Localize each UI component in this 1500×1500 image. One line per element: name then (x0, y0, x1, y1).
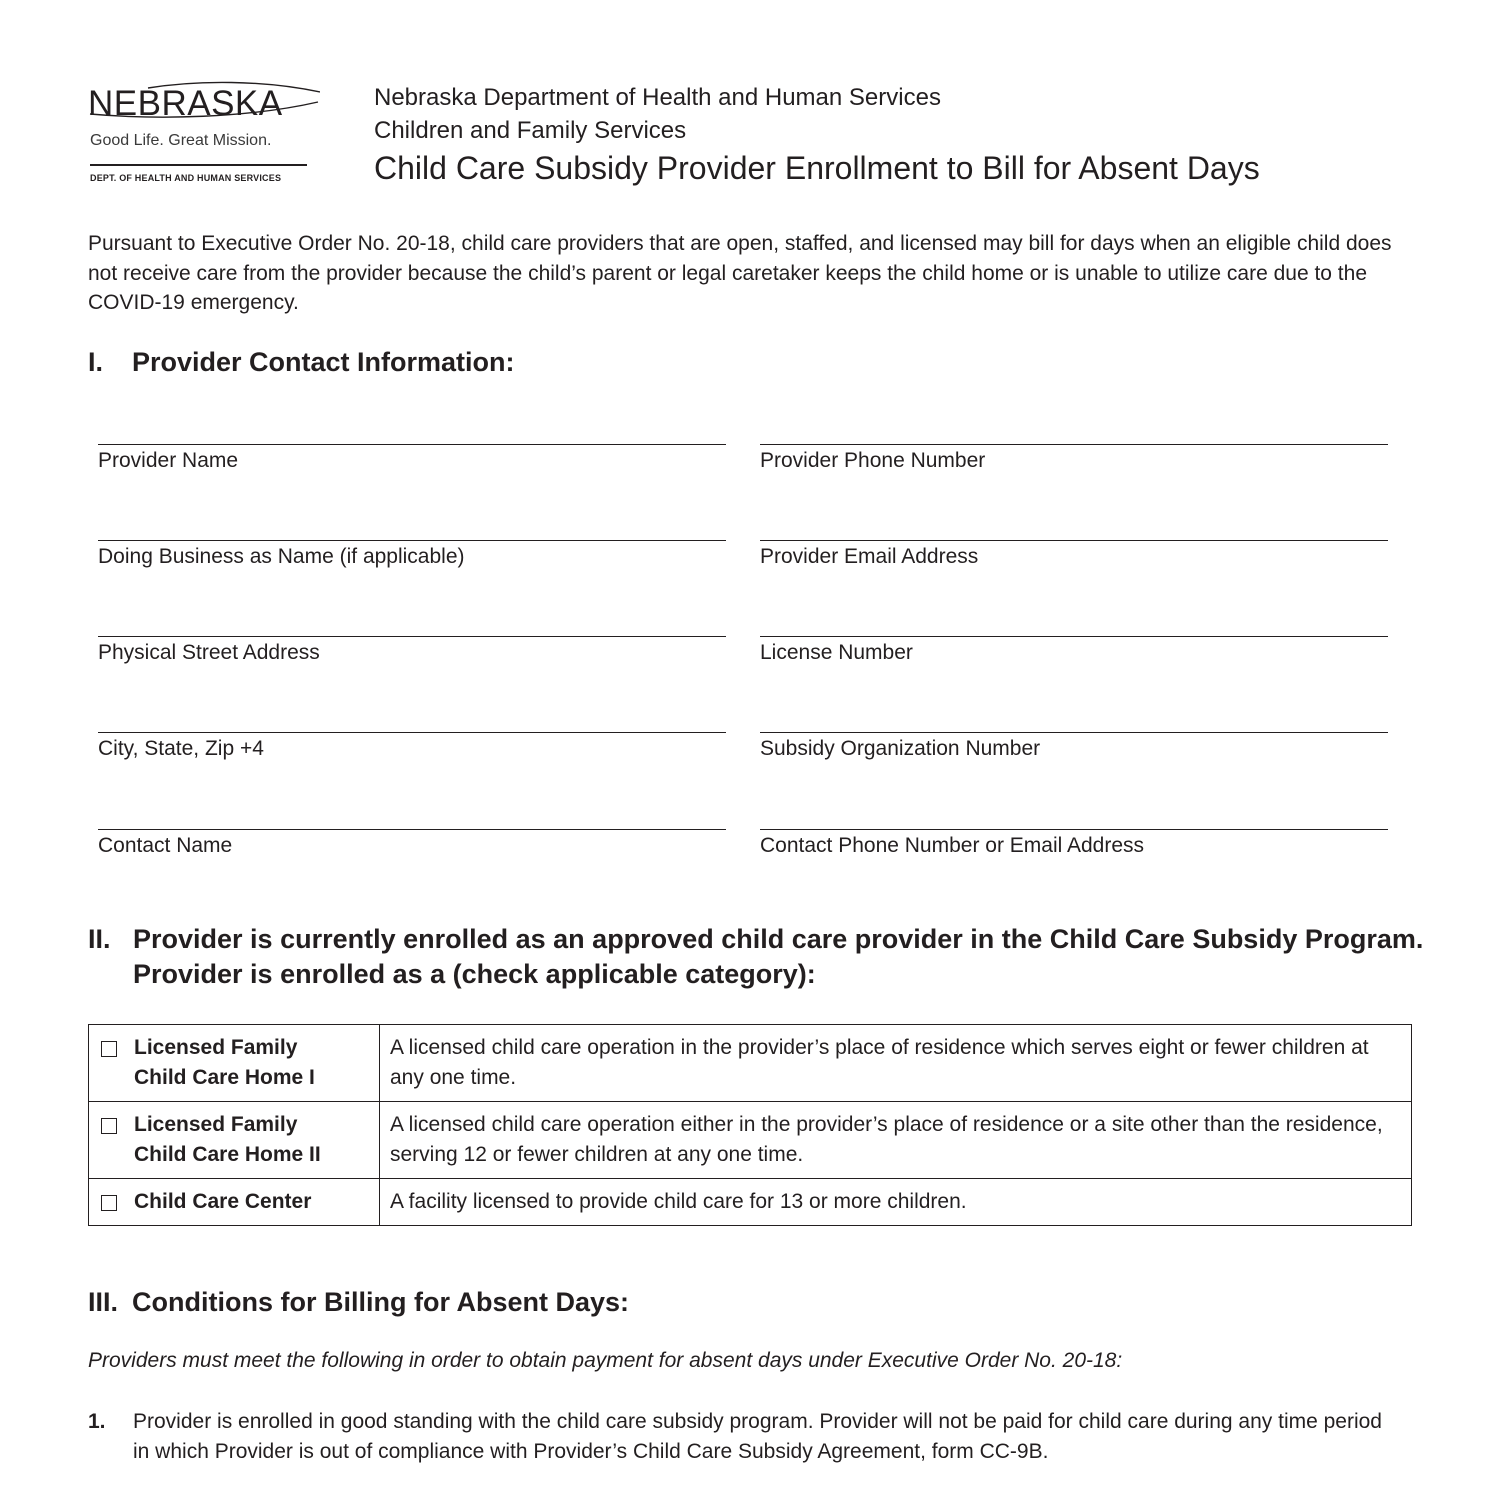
division-name: Children and Family Services (374, 117, 687, 144)
category-label: Licensed Family (134, 1113, 298, 1136)
category-label: Child Care Home I (134, 1066, 315, 1089)
provider-name-field[interactable] (98, 444, 726, 445)
provider-phone-field[interactable] (760, 444, 1388, 445)
contact-phone-email-label: Contact Phone Number or Email Address (760, 834, 1145, 857)
provider-phone-label: Provider Phone Number (760, 449, 986, 472)
dhhs-logo (88, 78, 318, 190)
provider-email-field[interactable] (760, 540, 1388, 541)
logo-wordmark: NEBRASKA (88, 84, 283, 123)
table-row (89, 1102, 1412, 1179)
section-1-heading (88, 347, 515, 378)
street-address-label: Physical Street Address (98, 641, 320, 664)
provider-category-table (88, 1024, 1412, 1226)
city-state-zip-label: City, State, Zip +4 (98, 737, 264, 760)
section-3-title: Conditions for Billing for Absent Days: (132, 1287, 629, 1317)
subsidy-org-number-label: Subsidy Organization Number (760, 737, 1041, 760)
logo-tagline: Good Life. Great Mission. (90, 132, 272, 149)
section-3-number: III. (88, 1287, 119, 1317)
dba-name-label: Doing Business as Name (if applicable) (98, 545, 465, 568)
category-description: A licensed child care operation either in the provider’s place of residence or a site other than the residence, serving 12 or fewer children at any one time. (380, 1102, 1412, 1179)
category-label: Child Care Center (134, 1190, 312, 1213)
list-item-text: Provider is enrolled in good standing with the child care subsidy program. Provider will not be paid for child care during any time period in which Provider is out of compliance with Provider’s Child Care Subsidy Agreement, form CC-9B. (133, 1410, 1382, 1463)
table-row (89, 1025, 1412, 1102)
section-3-note: Providers must meet the following in order to obtain payment for absent days under Executive Order No. 20-18: (88, 1349, 1123, 1372)
section-3-heading (88, 1287, 629, 1318)
section-2-title: Provider is currently enrolled as an approved child care provider in the Child Care Subsidy Program. Provider is enrolled as a (check applicable category): (133, 924, 1424, 989)
list-item-number: 1. (88, 1410, 106, 1433)
section-1-number: I. (88, 347, 104, 377)
dba-name-field[interactable] (98, 540, 726, 541)
category-cell (89, 1102, 380, 1179)
subsidy-org-number-field[interactable] (760, 732, 1388, 733)
department-name: Nebraska Department of Health and Human Services (374, 84, 941, 111)
license-number-label: License Number (760, 641, 913, 664)
logo-divider (90, 164, 307, 166)
city-state-zip-field[interactable] (98, 732, 726, 733)
family-home-i-checkbox[interactable] (101, 1041, 117, 1057)
table-row (89, 1179, 1412, 1226)
intro-paragraph: Pursuant to Executive Order No. 20-18, child care providers that are open, staffed, and licensed may bill for days when an eligible child does not receive care from the provider because the child’s parent or legal caretaker keeps the child home or is unable to utilize care due to the COVID-19 emergency. (88, 232, 1392, 314)
form-title: Child Care Subsidy Provider Enrollment to Bill for Absent Days (374, 150, 1260, 186)
category-cell (89, 1179, 380, 1226)
section-1-title: Provider Contact Information: (132, 347, 515, 377)
license-number-field[interactable] (760, 636, 1388, 637)
contact-phone-email-field[interactable] (760, 829, 1388, 830)
category-description: A facility licensed to provide child care for 13 or more children. (380, 1179, 1412, 1226)
contact-name-label: Contact Name (98, 834, 233, 857)
category-cell (89, 1025, 380, 1102)
category-label: Child Care Home II (134, 1143, 321, 1166)
section-2-heading (88, 922, 1428, 992)
list-item (88, 1407, 1388, 1466)
section-2-number: II. (88, 924, 111, 954)
provider-email-label: Provider Email Address (760, 545, 979, 568)
logo-dept-name: DEPT. OF HEALTH AND HUMAN SERVICES (90, 173, 282, 183)
child-care-center-checkbox[interactable] (101, 1195, 117, 1211)
category-label: Licensed Family (134, 1036, 298, 1059)
family-home-ii-checkbox[interactable] (101, 1118, 117, 1134)
contact-name-field[interactable] (98, 829, 726, 830)
street-address-field[interactable] (98, 636, 726, 637)
category-description: A licensed child care operation in the provider’s place of residence which serves eight or fewer children at any one time. (380, 1025, 1412, 1102)
provider-name-label: Provider Name (98, 449, 239, 472)
